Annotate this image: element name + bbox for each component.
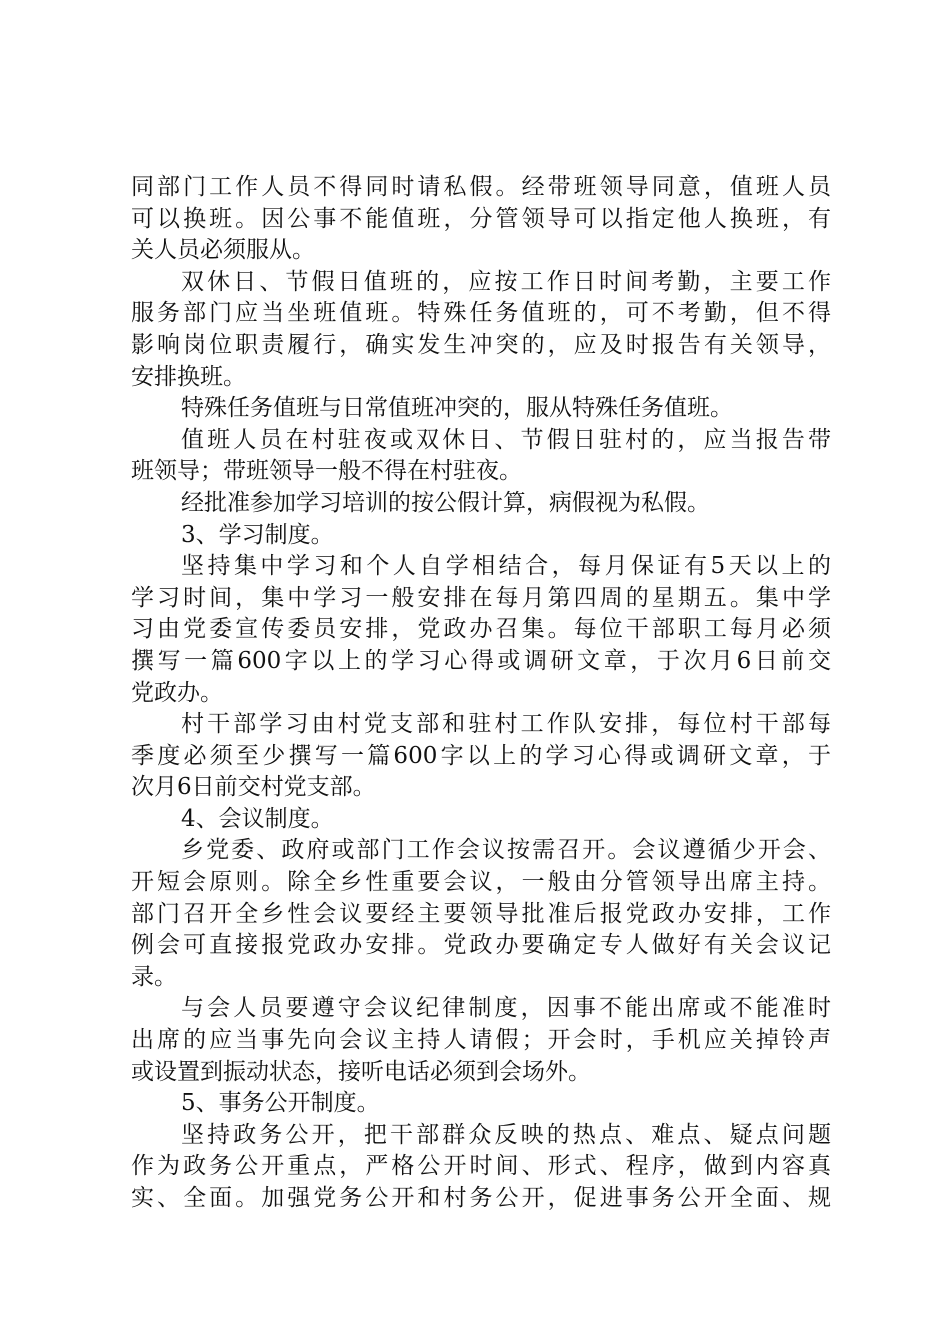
text-line: 村干部学习由村党支部和驻村工作队安排，每位村干部每 — [181, 711, 831, 738]
text-line: 安排换班。 — [131, 363, 246, 390]
text-line: 次月6日前交村党支部。 — [131, 774, 376, 801]
text-line: 例会可直接报党政办安排。党政办要确定专人做好有关会议记 — [131, 932, 831, 959]
text-line: 党政办。 — [131, 679, 223, 706]
section-heading: 5、事务公开制度。 — [181, 1090, 380, 1117]
text-line: 班领导；带班领导一般不得在村驻夜。 — [131, 458, 522, 485]
text-line: 录。 — [131, 963, 177, 990]
text-line: 季度必须至少撰写一篇600字以上的学习心得或调研文章，于 — [131, 742, 831, 769]
text-line: 可以换班。因公事不能值班，分管领导可以指定他人换班，有 — [131, 205, 831, 232]
text-line: 影响岗位职责履行，确实发生冲突的，应及时报告有关领导， — [131, 331, 831, 358]
text-line: 服务部门应当坐班值班。特殊任务值班的，可不考勤，但不得 — [131, 300, 831, 327]
text-line: 实、全面。加强党务公开和村务公开，促进事务公开全面、规 — [131, 1185, 831, 1211]
section-heading: 3、学习制度。 — [181, 521, 334, 548]
section-heading: 4、会议制度。 — [181, 805, 334, 832]
text-line: 坚持集中学习和个人自学相结合，每月保证有5天以上的 — [181, 553, 831, 580]
text-line: 同部门工作人员不得同时请私假。经带班领导同意，值班人员 — [131, 174, 831, 200]
text-line: 习由党委宣传委员安排，党政办召集。每位干部职工每月必须 — [131, 616, 831, 643]
text-line: 值班人员在村驻夜或双休日、节假日驻村的，应当报告带 — [181, 426, 831, 453]
text-line: 坚持政务公开，把干部群众反映的热点、难点、疑点问题 — [181, 1121, 831, 1148]
text-line: 双休日、节假日值班的，应按工作日时间考勤，主要工作 — [181, 268, 831, 295]
document-body — [131, 172, 831, 1215]
text-line: 或设置到振动状态，接听电话必须到会场外。 — [131, 1058, 591, 1085]
text-line: 开短会原则。除全乡性重要会议，一般由分管领导出席主持。 — [131, 869, 831, 896]
text-line: 关人员必须服从。 — [131, 237, 315, 264]
text-line: 经批准参加学习培训的按公假计算，病假视为私假。 — [181, 489, 710, 516]
text-line: 作为政务公开重点，严格公开时间、形式、程序，做到内容真 — [131, 1153, 831, 1180]
text-line: 部门召开全乡性会议要经主要领导批准后报党政办安排，工作 — [131, 900, 831, 927]
text-line: 学习时间，集中学习一般安排在每月第四周的星期五。集中学 — [131, 584, 831, 611]
text-line: 特殊任务值班与日常值班冲突的，服从特殊任务值班。 — [181, 395, 733, 422]
text-line: 撰写一篇600字以上的学习心得或调研文章，于次月6日前交 — [131, 647, 831, 674]
text-line: 与会人员要遵守会议纪律制度，因事不能出席或不能准时 — [181, 995, 831, 1022]
text-line: 乡党委、政府或部门工作会议按需召开。会议遵循少开会、 — [181, 837, 831, 864]
text-line: 出席的应当事先向会议主持人请假；开会时，手机应关掉铃声 — [131, 1027, 831, 1054]
